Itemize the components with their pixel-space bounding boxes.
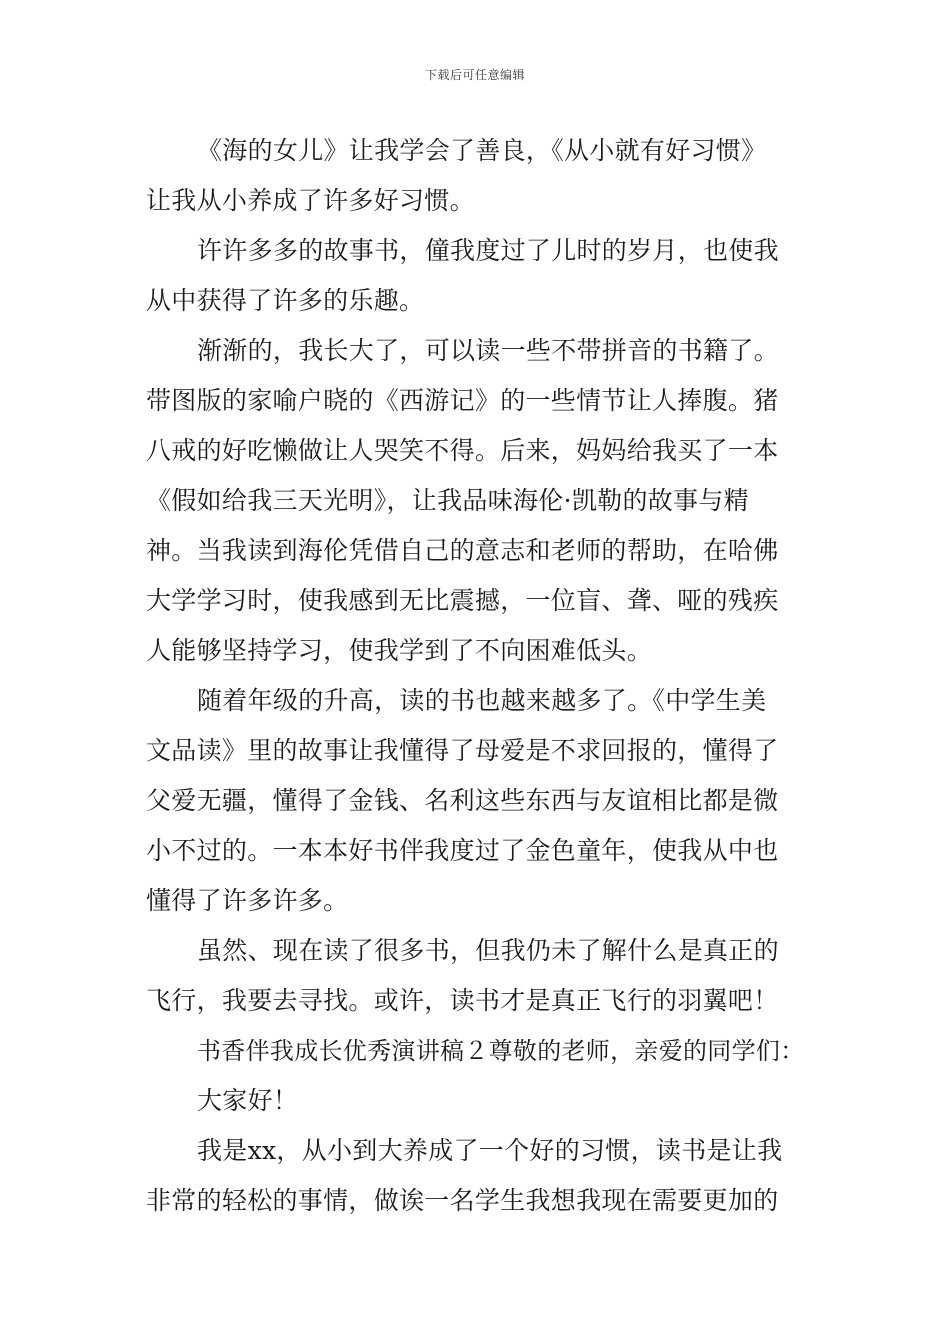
text-line: 《假如给我三天光明》，让我品味海伦·凯勒的故事与精 bbox=[146, 486, 749, 515]
text-line: 《海的女儿》让我学会了善良，《从小就有好习惯》 bbox=[197, 136, 767, 165]
text-line: 文品读》里的故事让我懂得了母爱是不求回报的，懂得了 bbox=[146, 736, 779, 765]
document-body bbox=[146, 126, 816, 1226]
text-line: 父爱无疆，懂得了金钱、名利这些东西与友谊相比都是微 bbox=[146, 786, 779, 815]
text-line: 书香伴我成长优秀演讲稿２尊敬的老师，亲爱的同学们： bbox=[197, 1037, 805, 1065]
text-line: 带图版的家喻户晓的《西游记》的一些情节让人捧腹。猪 bbox=[146, 386, 779, 415]
text-line: 从中获得了许多的乐趣。 bbox=[146, 286, 425, 315]
text-line: 神。当我读到海伦凭借自己的意志和老师的帮助，在哈佛 bbox=[146, 536, 779, 565]
text-line: 让我从小养成了许多好习惯。 bbox=[146, 186, 475, 215]
text-line: 人能够坚持学习，使我学到了不向困难低头。 bbox=[146, 636, 653, 665]
text-line: 非常的轻松的事情，做诶一名学生我想我现在需要更加的 bbox=[146, 1186, 779, 1215]
text-line: 小不过的。一本本好书伴我度过了金色童年，使我从中也 bbox=[146, 836, 779, 865]
text-line: 飞行，我要去寻找。或许，读书才是真正飞行的羽翼吧！ bbox=[146, 986, 779, 1015]
text-line: 大学学习时，使我感到无比震撼，一位盲、聋、哑的残疾 bbox=[146, 586, 779, 615]
text-line: 懂得了许多许多。 bbox=[146, 886, 349, 915]
page-header: 下载后可任意编辑 bbox=[424, 68, 525, 82]
text-line: 许许多多的故事书，僮我度过了儿时的岁月，也使我 bbox=[197, 236, 779, 265]
text-line: 我是xx，从小到大养成了一个好的习惯，读书是让我 bbox=[197, 1136, 783, 1165]
text-line: 随着年级的升高，读的书也越来越多了。《中学生美 bbox=[197, 686, 767, 715]
text-line: 渐渐的，我长大了，可以读一些不带拼音的书籍了。 bbox=[197, 336, 779, 365]
text-line: 八戒的好吃懒做让人哭笑不得。后来，妈妈给我买了一本 bbox=[146, 436, 779, 465]
text-line: 虽然、现在读了很多书，但我仍未了解什么是真正的 bbox=[197, 936, 779, 965]
text-line: 大家好！ bbox=[197, 1086, 299, 1115]
